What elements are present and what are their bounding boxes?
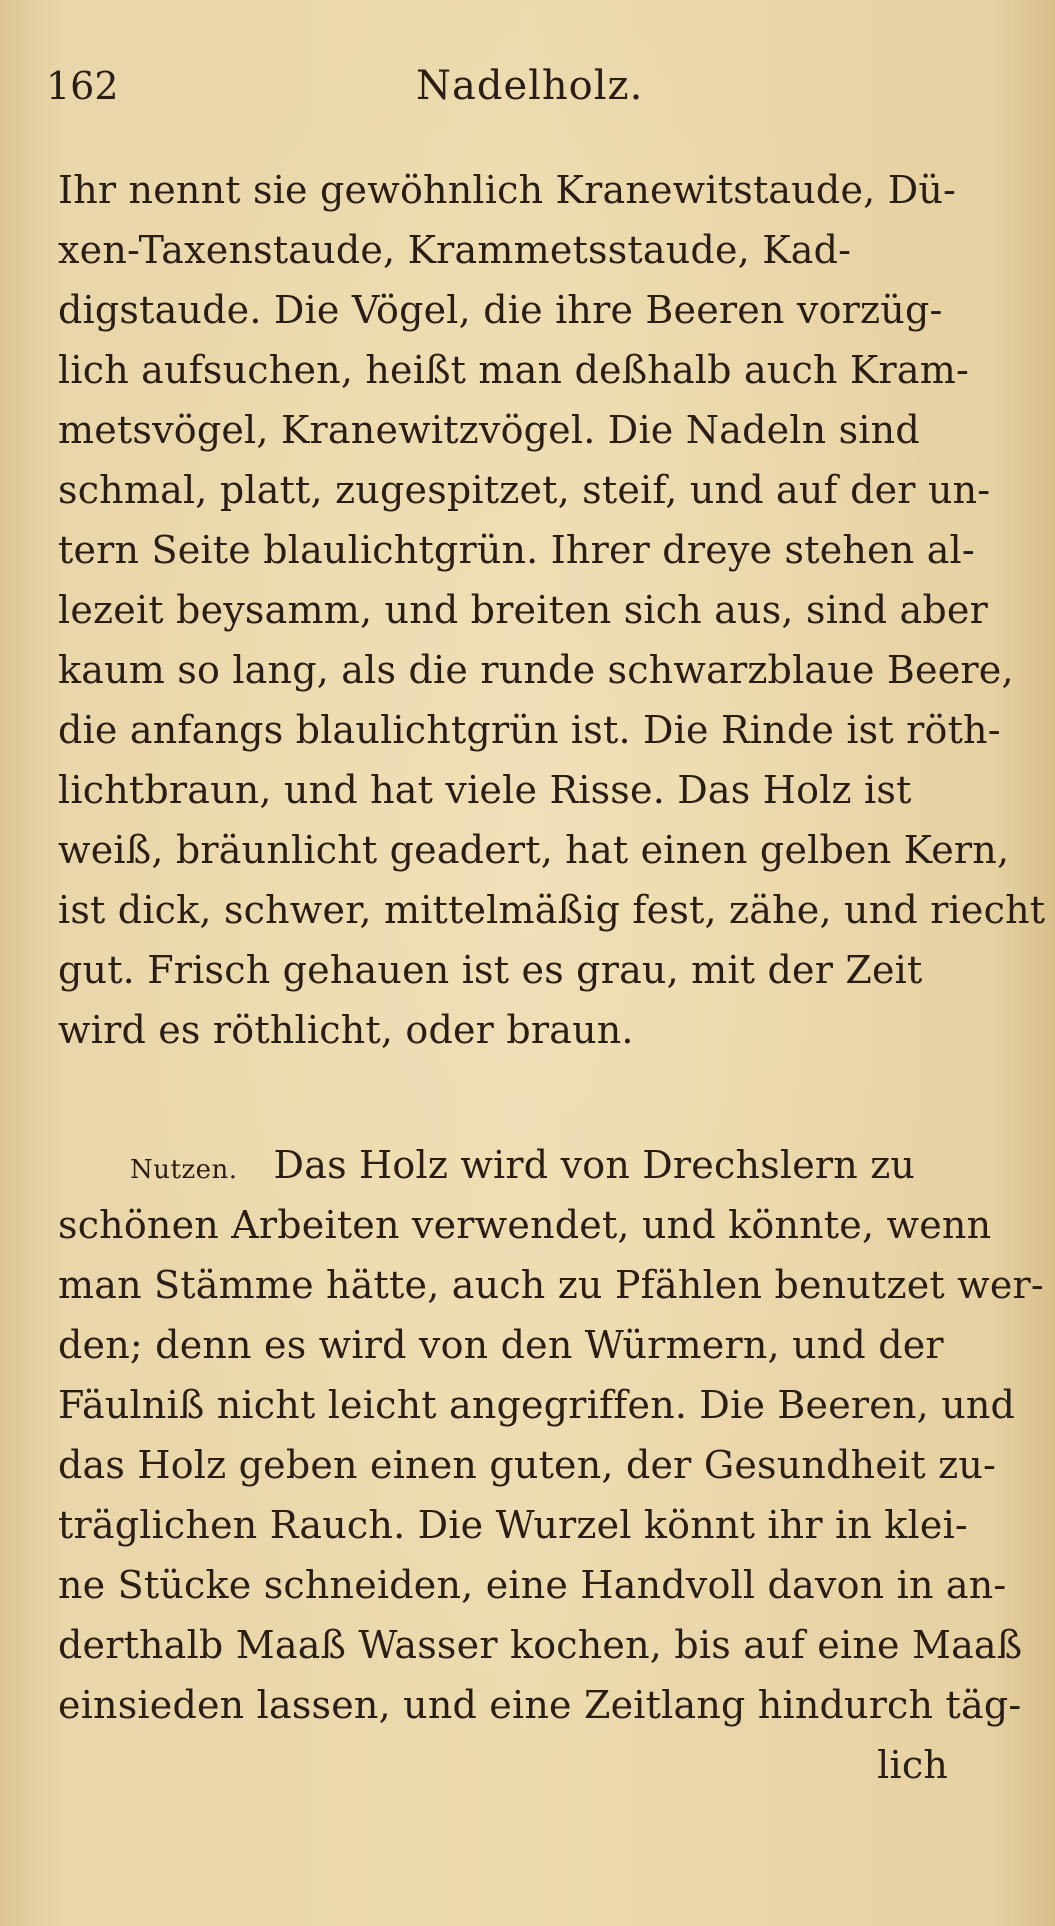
text-line: kaum so lang, als die runde schwarzblaue Beere,	[58, 648, 1014, 692]
paragraph-uses	[58, 1135, 1044, 1795]
running-head: Nadelholz.	[416, 63, 644, 109]
sidenote-label: Nutzen.	[130, 1155, 238, 1185]
text-line: wird es röthlicht, oder braun.	[58, 1008, 634, 1052]
text-line: einsieden lassen, und eine Zeitlang hindurch täg-	[58, 1683, 1022, 1727]
paragraph-description	[58, 160, 1046, 1060]
text-line: träglichen Rauch. Die Wurzel könnt ihr in klei-	[58, 1503, 968, 1547]
page-number: 162	[46, 64, 119, 108]
text-line-start: Das Holz wird von Drechslern zu	[273, 1143, 916, 1187]
text-line: metsvögel, Kranewitzvögel. Die Nadeln sind	[58, 408, 920, 452]
text-line: ne Stücke schneiden, eine Handvoll davon in an-	[58, 1563, 1007, 1607]
text-line: Fäulniß nicht leicht angegriffen. Die Beeren, und	[58, 1383, 1016, 1427]
text-line: den; denn es wird von den Würmern, und der	[58, 1323, 944, 1367]
text-line: tern Seite blaulichtgrün. Ihrer dreye stehen al-	[58, 528, 975, 572]
page-header	[46, 56, 1006, 116]
text-line: Ihr nennt sie gewöhnlich Kranewitstaude, Dü-	[58, 168, 957, 212]
text-line: gut. Frisch gehauen ist es grau, mit der Zeit	[58, 948, 923, 992]
text-line: xen-Taxenstaude, Krammetsstaude, Kad-	[58, 228, 852, 272]
text-line: derthalb Maaß Wasser kochen, bis auf eine Maaß	[58, 1623, 1023, 1667]
text-line: digstaude. Die Vögel, die ihre Beeren vorzüg-	[58, 288, 943, 332]
text-line: lich aufsuchen, heißt man deßhalb auch Kram-	[58, 348, 970, 392]
text-line: schmal, platt, zugespitzet, steif, und auf der un-	[58, 468, 991, 512]
text-line: lichtbraun, und hat viele Risse. Das Holz ist	[58, 768, 912, 812]
text-line-with-sidenote	[58, 1135, 1018, 1195]
text-line: ist dick, schwer, mittelmäßig fest, zähe, und riecht	[58, 888, 1046, 932]
text-line: die anfangs blaulichtgrün ist. Die Rinde ist röth-	[58, 708, 1001, 752]
text-line: das Holz geben einen guten, der Gesundheit zu-	[58, 1443, 997, 1487]
text-line: schönen Arbeiten verwendet, und könnte, wenn	[58, 1203, 992, 1247]
catchword: lich	[877, 1743, 948, 1787]
text-line: weiß, bräunlicht geadert, hat einen gelben Kern,	[58, 828, 1010, 872]
text-line: lezeit beysamm, und breiten sich aus, sind aber	[58, 588, 988, 632]
text-line: man Stämme hätte, auch zu Pfählen benutzet wer-	[58, 1263, 1044, 1307]
